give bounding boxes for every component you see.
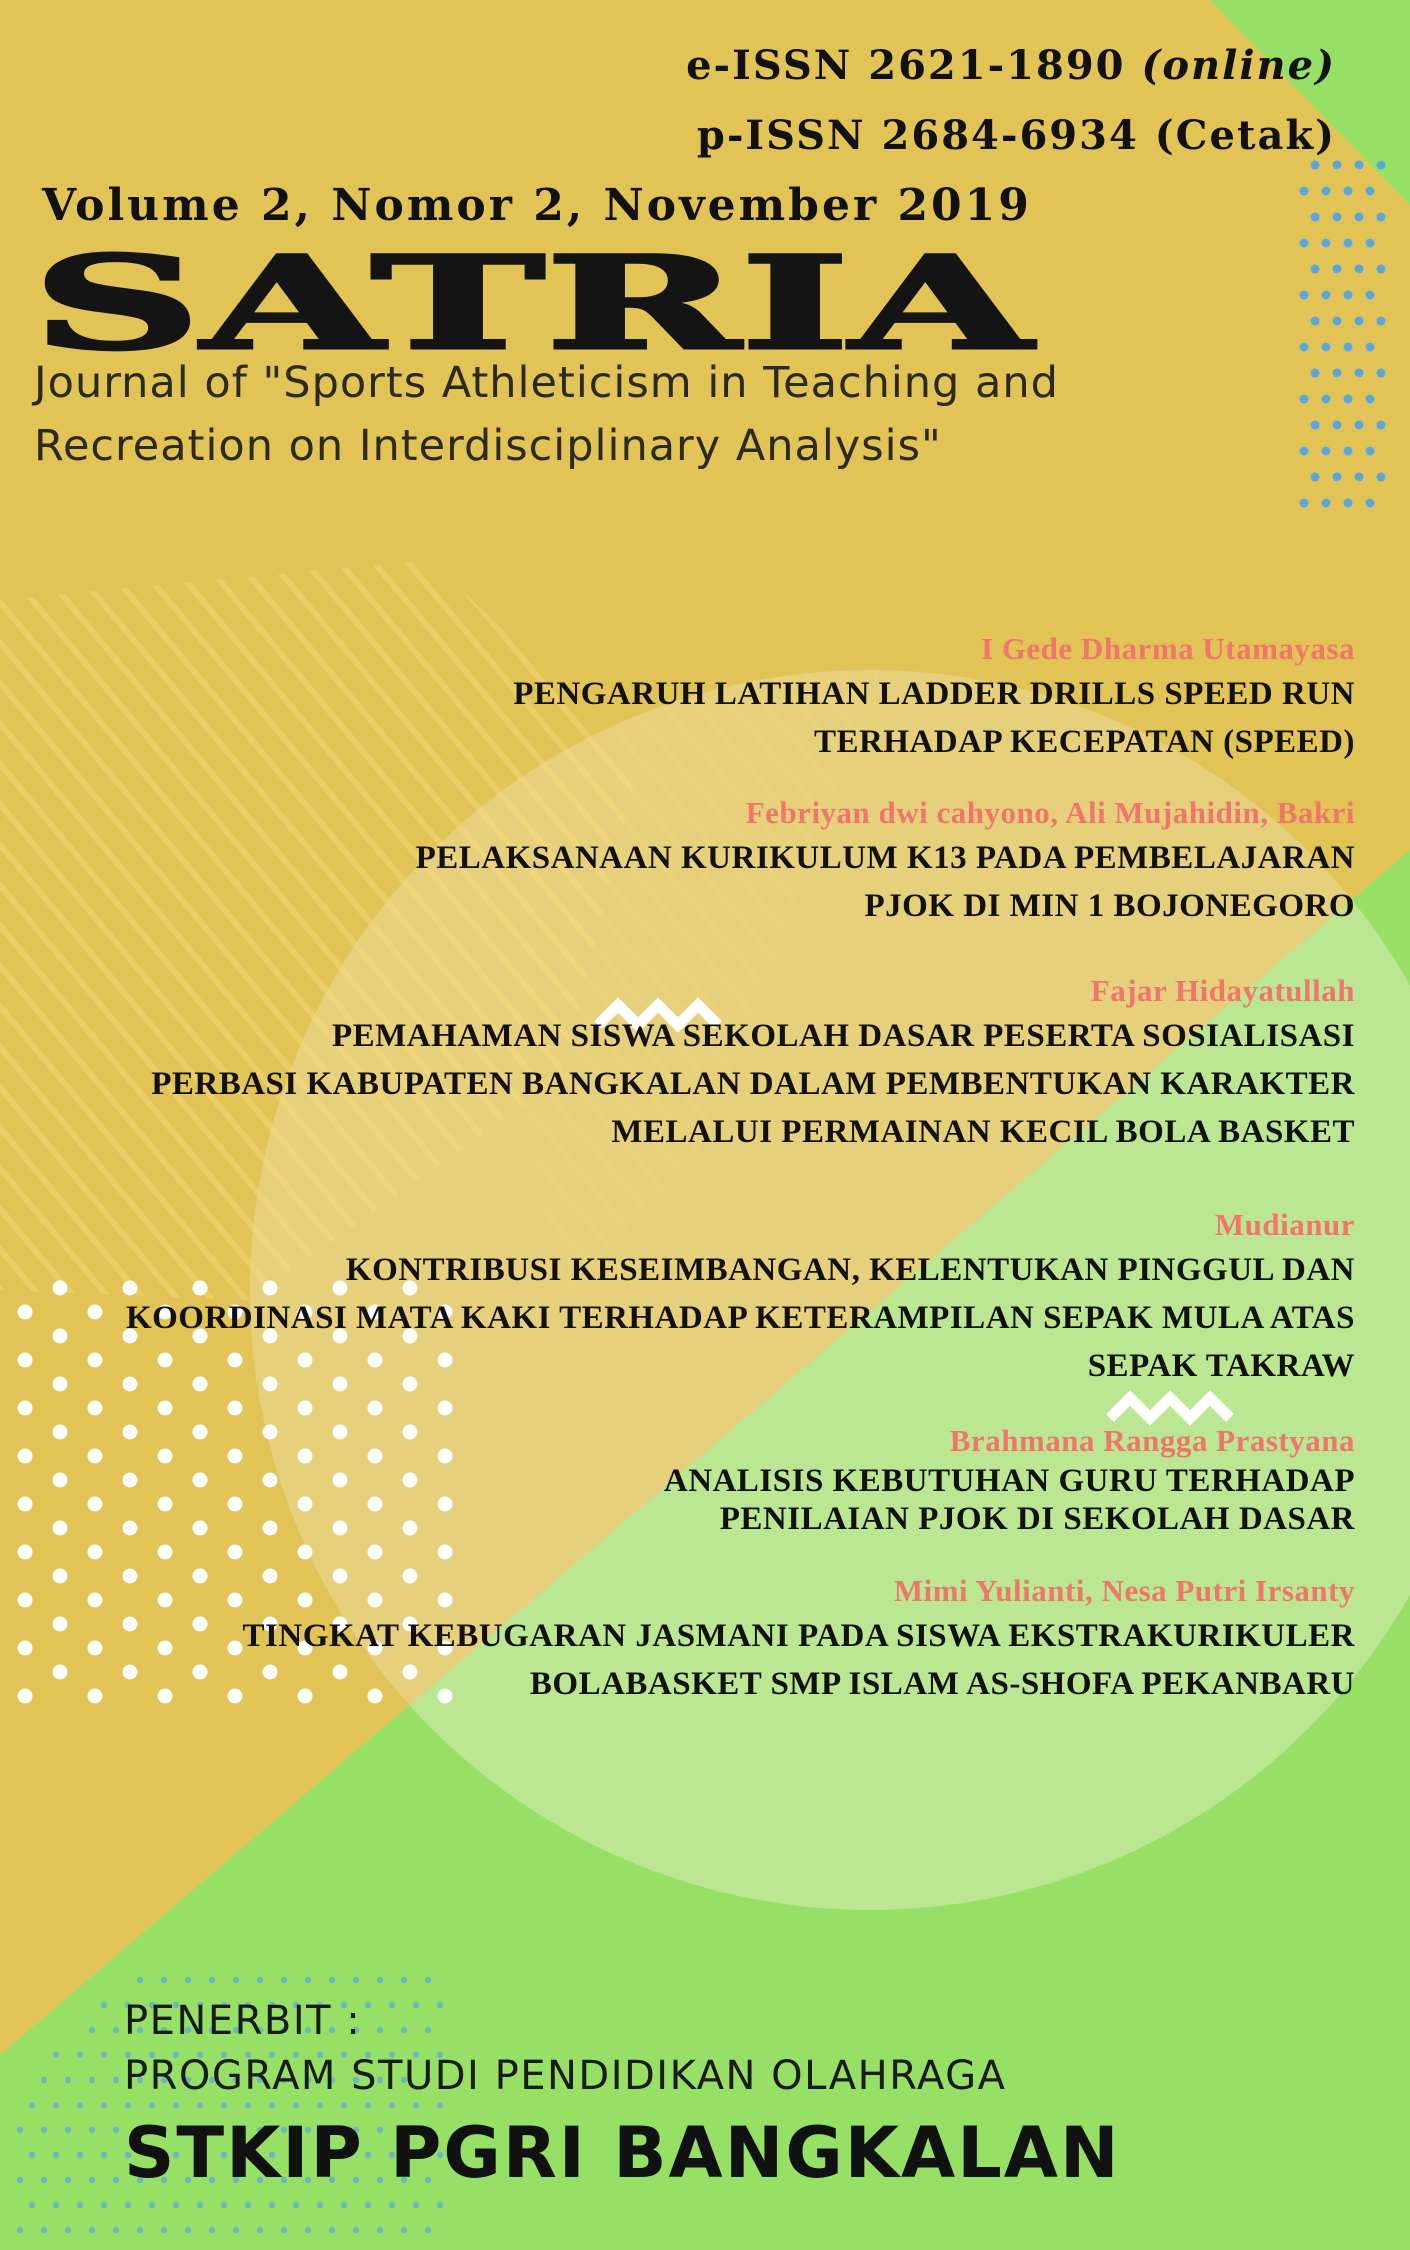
- article-entry: [55, 970, 1355, 1156]
- journal-subtitle-line-2: Recreation on Interdisciplinary Analysis": [34, 421, 942, 471]
- p-issn-line: [697, 112, 1336, 159]
- article-title-line: ANALISIS KEBUTUHAN GURU TERHADAP: [663, 1463, 1355, 1499]
- article-author: I Gede Dharma Utamayasa: [981, 631, 1355, 666]
- p-issn-number: 2684-6934: [881, 112, 1139, 159]
- article-title-line: PJOK DI MIN 1 BOJONEGORO: [864, 888, 1355, 924]
- article-title-line: PERBASI KABUPATEN BANGKALAN DALAM PEMBENTUKAN KARAKTER: [151, 1066, 1355, 1102]
- article-author: Mimi Yulianti, Nesa Putri Irsanty: [893, 1573, 1355, 1608]
- article-title-line: PENGARUH LATIHAN LADDER DRILLS SPEED RUN: [513, 676, 1355, 712]
- publisher-institution: STKIP PGRI BANGKALAN: [124, 2112, 1121, 2194]
- publisher-department: PROGRAM STUDI PENDIDIKAN OLAHRAGA: [124, 2053, 1007, 2099]
- journal-logo: [32, 240, 1042, 370]
- article-title-line: PEMAHAMAN SISWA SEKOLAH DASAR PESERTA SOSIALISASI: [331, 1018, 1355, 1054]
- e-issn-label: e-ISSN: [686, 42, 853, 89]
- e-issn-number: 2621-1890: [868, 42, 1126, 89]
- article-title-line: KONTRIBUSI KESEIMBANGAN, KELENTUKAN PINGGUL DAN: [345, 1252, 1355, 1288]
- article-entry: [55, 1204, 1355, 1390]
- table-of-contents: [55, 628, 1355, 1708]
- article-entry: [55, 792, 1355, 930]
- journal-name: SATRIA: [32, 240, 1036, 370]
- article-entry: [55, 1420, 1355, 1538]
- article-author: Fajar Hidayatullah: [1090, 973, 1355, 1008]
- volume-line: Volume 2, Nomor 2, November 2019: [42, 180, 1032, 231]
- article-author: Brahmana Rangga Prastyana: [949, 1423, 1355, 1458]
- article-title-line: BOLABASKET SMP ISLAM AS-SHOFA PEKANBARU: [529, 1666, 1355, 1702]
- article-author: Mudianur: [1214, 1207, 1355, 1242]
- article-entry: [55, 628, 1355, 766]
- article-title-line: TINGKAT KEBUGARAN JASMANI PADA SISWA EKSTRAKURIKULER: [242, 1618, 1355, 1654]
- e-issn-line: [686, 42, 1336, 89]
- article-entry: [55, 1570, 1355, 1708]
- article-title-line: KOORDINASI MATA KAKI TERHADAP KETERAMPILAN SEPAK MULA ATAS: [125, 1300, 1355, 1336]
- p-issn-note: (Cetak): [1154, 112, 1336, 159]
- article-title-line: PELAKSANAAN KURIKULUM K13 PADA PEMBELAJARAN: [415, 840, 1355, 876]
- journal-subtitle-line-1: Journal of "Sports Athleticism in Teaching and: [34, 358, 1059, 408]
- article-title-line: TERHADAP KECEPATAN (SPEED): [813, 724, 1355, 760]
- article-title-line: MELALUI PERMAINAN KECIL BOLA BASKET: [611, 1114, 1355, 1150]
- p-issn-label: p-ISSN: [696, 112, 866, 159]
- article-author: Febriyan dwi cahyono, Ali Mujahidin, Bakri: [745, 795, 1355, 830]
- e-issn-note: (online): [1141, 42, 1336, 89]
- publisher-label: PENERBIT :: [124, 1998, 362, 2044]
- article-title-line: PENILAIAN PJOK DI SEKOLAH DASAR: [719, 1501, 1355, 1537]
- article-title-line: SEPAK TAKRAW: [1087, 1348, 1355, 1384]
